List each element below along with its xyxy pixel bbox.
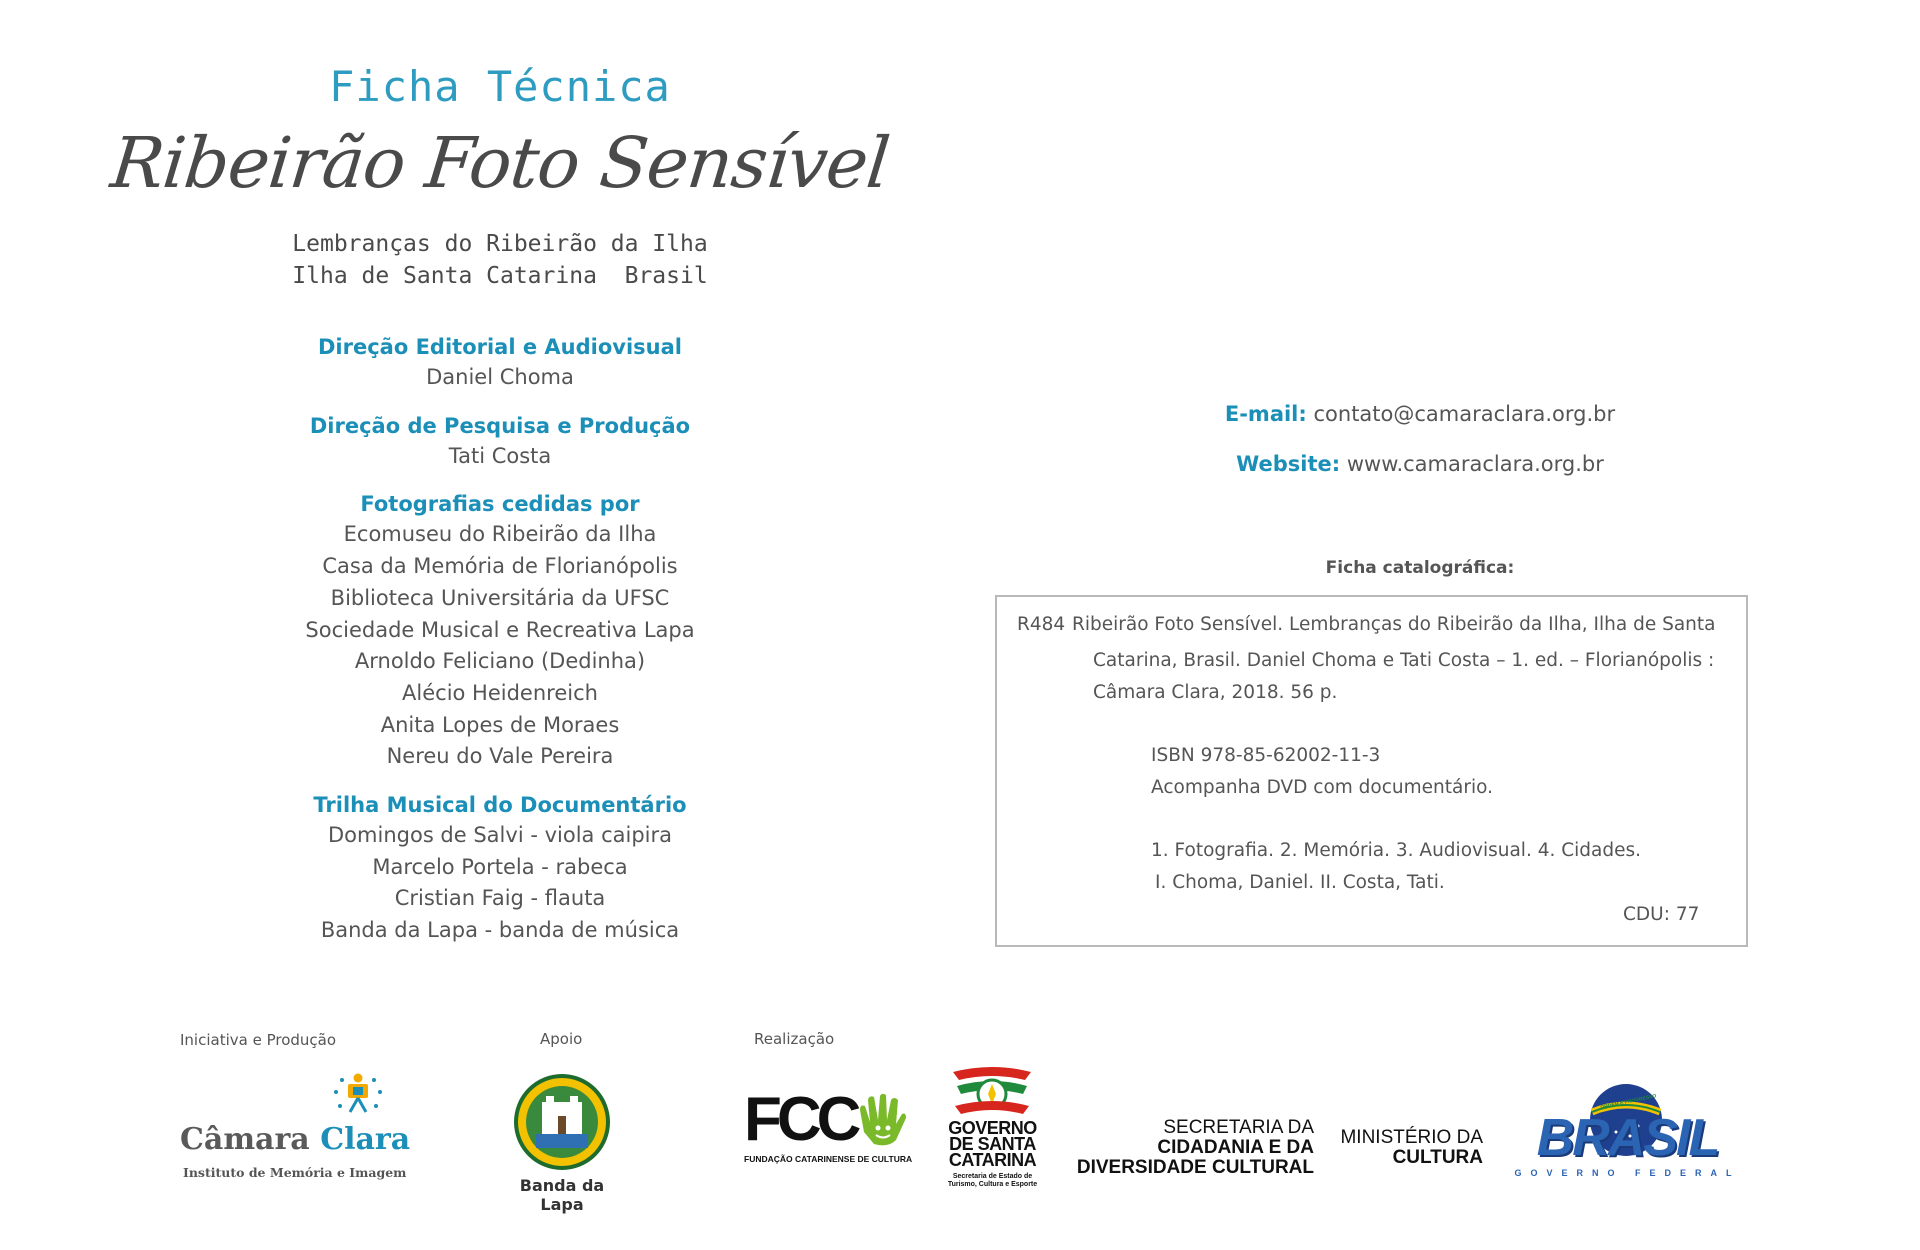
catalog-code: R484 xyxy=(1017,614,1066,635)
credit-item: Sociedade Musical e Recreativa Lapa xyxy=(305,617,695,642)
gov-sc-line-3: CATARINA xyxy=(948,1150,1037,1170)
credit-item: Domingos de Salvi - viola caipira xyxy=(328,823,672,848)
credit-heading: Trilha Musical do Documentário xyxy=(313,793,687,818)
credit-item: Tati Costa xyxy=(448,443,552,468)
gov-sc-sub-1: Secretaria de Estado de xyxy=(952,1173,1033,1180)
credit-item: Alécio Heidenreich xyxy=(402,680,598,705)
ministerio-cultura-logo xyxy=(1330,1128,1483,1176)
initiative-label: Iniciativa e Produção xyxy=(180,1031,337,1049)
gov-sc-sub-2: Turismo, Cultura e Esporte xyxy=(947,1181,1038,1188)
catalog-cdu: CDU: 77 xyxy=(1623,904,1700,925)
catalog-card xyxy=(995,595,1748,947)
clara-word: Clara xyxy=(320,1122,411,1157)
website-link[interactable]: www.camaraclara.org.br xyxy=(1346,452,1604,476)
gov-sc-logo xyxy=(935,1062,1050,1202)
banda-lapa-logo xyxy=(500,1072,630,1214)
min-line-2: CULTURA xyxy=(1392,1147,1483,1168)
credit-item: Biblioteca Universitária da UFSC xyxy=(330,585,670,610)
fcc-logo xyxy=(744,1085,913,1172)
catalog-line-2: Catarina, Brasil. Daniel Choma e Tati Costa – 1. ed. – Florianópolis : xyxy=(1093,650,1715,671)
credit-item: Cristian Faig - flauta xyxy=(394,886,606,911)
credit-heading: Direção de Pesquisa e Produção xyxy=(309,413,691,438)
credit-heading: Direção Editorial e Audiovisual xyxy=(318,335,682,359)
credit-section xyxy=(100,489,900,773)
credit-section xyxy=(100,332,900,394)
camara-tagline: Instituto de Memória e Imagem xyxy=(183,1165,407,1180)
catalog-heading: Ficha catalográfica: xyxy=(1325,558,1515,578)
email-row xyxy=(1060,402,1780,426)
catalog-authors: I. Choma, Daniel. II. Costa, Tati. xyxy=(1155,872,1445,893)
credit-heading: Fotografias cedidas por xyxy=(360,492,640,517)
credit-item: Casa da Memória de Florianópolis xyxy=(322,554,678,579)
fcc-name: FUNDAÇÃO CATARINENSE DE CULTURA xyxy=(744,1154,913,1164)
banda-lapa-name: Banda da Lapa xyxy=(519,1176,605,1214)
camara-word: Câmara xyxy=(180,1122,310,1157)
brasil-word: BRASIL xyxy=(1536,1109,1719,1167)
catalog-subjects: 1. Fotografia. 2. Memória. 3. Audiovisual. 4. Cidades. xyxy=(1151,840,1642,861)
sc-flag-icon xyxy=(947,1062,1037,1120)
brasil-governo-federal-logo xyxy=(1510,1080,1745,1180)
website-row xyxy=(1060,452,1780,476)
realization-label: Realização xyxy=(754,1030,835,1048)
credits-list xyxy=(100,332,900,964)
catalog-dvd: Acompanha DVD com documentário. xyxy=(1151,777,1493,798)
camara-clara-mark-icon xyxy=(328,1072,388,1118)
credit-section xyxy=(100,411,900,473)
email-label: E-mail: xyxy=(1224,402,1307,426)
catalog-line-3: Câmara Clara, 2018. 56 p. xyxy=(1093,682,1338,703)
book-title: Ribeirão Foto Sensível xyxy=(107,122,893,204)
email-link[interactable]: contato@camaraclara.org.br xyxy=(1313,402,1616,426)
subtitle-line-1: Lembranças do Ribeirão da Ilha xyxy=(292,231,708,257)
catalog-isbn: ISBN 978-85-62002-11-3 xyxy=(1151,745,1381,766)
support-label: Apoio xyxy=(540,1030,583,1048)
credit-item: Banda da Lapa - banda de música xyxy=(320,918,680,943)
gov-sc-line-2: DE SANTA xyxy=(949,1134,1036,1154)
book-subtitle xyxy=(100,228,900,292)
website-label: Website: xyxy=(1236,452,1341,476)
credit-item: Nereu do Vale Pereira xyxy=(386,744,614,769)
min-line-1: MINISTÉRIO DA xyxy=(1340,1127,1483,1148)
secretaria-cidadania-logo xyxy=(1064,1118,1314,1186)
credit-item: Arnoldo Feliciano (Dedinha) xyxy=(354,649,646,674)
section-title: Ficha Técnica xyxy=(329,62,671,111)
catalog-line-1: Ribeirão Foto Sensível. Lembranças do Ribeirão da Ilha, Ilha de Santa xyxy=(1072,614,1716,635)
sec-line-3: DIVERSIDADE CULTURAL xyxy=(1076,1157,1314,1178)
credit-item: Daniel Choma xyxy=(426,365,574,389)
hand-icon xyxy=(856,1092,908,1148)
credit-item: Marcelo Portela - rabeca xyxy=(372,854,628,879)
subtitle-line-2: Ilha de Santa Catarina Brasil xyxy=(292,263,708,289)
banda-lapa-emblem-icon xyxy=(512,1072,612,1172)
fcc-acronym: FCC xyxy=(744,1085,857,1154)
sec-line-1: SECRETARIA DA xyxy=(1163,1117,1314,1138)
brasil-subtitle: GOVERNO FEDERAL xyxy=(1514,1168,1741,1178)
gov-sc-line-1: GOVERNO xyxy=(948,1118,1037,1138)
credit-section xyxy=(100,790,900,947)
credit-item: Anita Lopes de Moraes xyxy=(380,712,620,737)
camara-clara-logo xyxy=(180,1072,411,1182)
credit-item: Ecomuseu do Ribeirão da Ilha xyxy=(343,522,657,547)
sec-line-2: CIDADANIA E DA xyxy=(1157,1137,1314,1158)
brasil-flag-motto: ORDEM E PROGRESSO xyxy=(1599,1093,1657,1111)
